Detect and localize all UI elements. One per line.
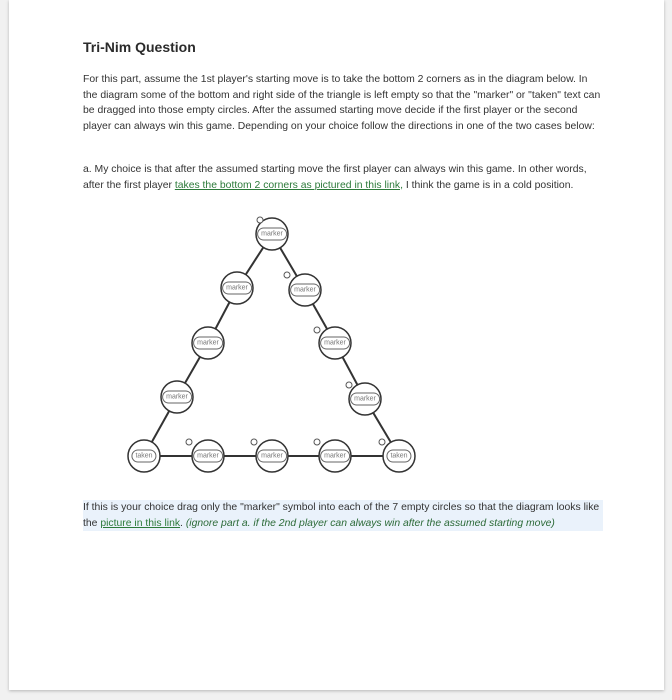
intro-paragraph: For this part, assume the 1st player's starting move is to take the bottom 2 corners as in the diagram below. In the diagram some of the bottom and right side of the triangle is left empty so that the "marker" or "taken" text can be dragged into those empty circles. After the assumed starting move decide if the first player or the second player can always win this game. Depending on your choice follow the directions in one of the two cases below: — [83, 74, 601, 132]
part-a-paragraph — [83, 162, 603, 193]
instruction-note: (ignore part a. if the 2nd player can always win after the assumed starting move) — [182, 517, 555, 529]
drag-handle-icon — [186, 439, 192, 445]
diagram-edges — [144, 234, 399, 456]
picture-link[interactable]: picture in this link — [100, 517, 181, 529]
draggable-marker-label[interactable]: marker — [257, 228, 287, 241]
taken-label: taken — [386, 450, 411, 463]
drag-handle-icon — [314, 439, 320, 445]
page-title: Tri-Nim Question — [83, 39, 196, 55]
instruction-text-start: If this is your choice drag only the "marker" symbol into each of the 7 empty circles so that the diagram looks like the — [83, 502, 600, 529]
draggable-marker-label[interactable]: marker — [222, 282, 252, 295]
draggable-marker-label[interactable]: marker — [193, 450, 223, 463]
draggable-marker-label[interactable]: marker — [290, 284, 320, 297]
drag-handle-icon — [284, 272, 290, 278]
draggable-marker-label[interactable]: marker — [320, 450, 350, 463]
taken-label: taken — [131, 450, 156, 463]
instruction-period: . — [180, 517, 183, 529]
document-page — [9, 0, 664, 690]
draggable-marker-label[interactable]: marker — [193, 337, 223, 350]
drag-handle-icon — [257, 217, 263, 223]
tri-nim-diagram — [117, 212, 427, 478]
draggable-marker-label[interactable]: marker — [257, 450, 287, 463]
drag-handle-icon — [346, 382, 352, 388]
draggable-marker-label[interactable]: marker — [320, 337, 350, 350]
drag-handle-icon — [314, 327, 320, 333]
instruction-paragraph — [83, 500, 603, 531]
drag-handle-icon — [251, 439, 257, 445]
draggable-marker-label[interactable]: marker — [162, 391, 192, 404]
diagram-picture-link[interactable]: takes the bottom 2 corners as pictured in this link, — [174, 179, 403, 191]
diagram-svg — [117, 212, 427, 478]
drag-handle-icon — [379, 439, 385, 445]
diagram-node-circles — [128, 218, 415, 472]
draggable-marker-label[interactable]: marker — [350, 393, 380, 406]
part-a-text-end: I think the game is in a cold position. — [402, 179, 574, 191]
part-a-text-start: a. My choice is that after the assumed starting move the first player can always win this game. In other words, after the first player — [83, 164, 587, 191]
